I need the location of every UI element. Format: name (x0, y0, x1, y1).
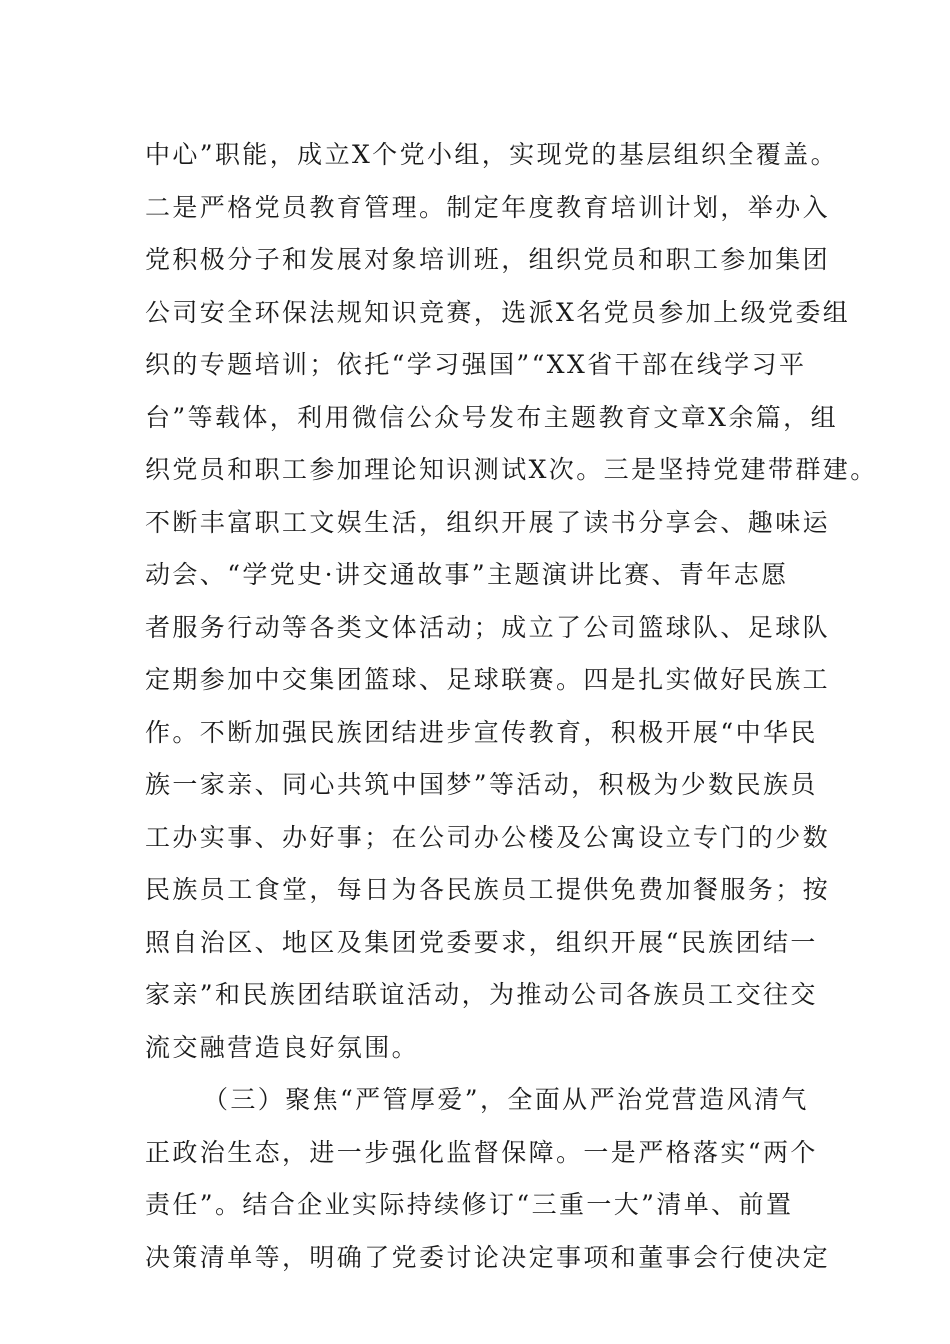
text-line: 决策清单等，明确了党委讨论决定事项和董事会行使决定 (145, 1242, 831, 1272)
section-heading-line: （三）聚焦“严管厚爱”，全面从严治党营造风清气 (203, 1085, 809, 1114)
text-line: 责任”。结合企业实际持续修订“三重一大”清单、前置 (145, 1190, 794, 1219)
text-line: 流交融营造良好氛围。 (145, 1032, 420, 1062)
text-line: 织党员和职工参加理论知识测试X次。三是坚持党建带群建。 (145, 455, 878, 484)
text-line: 台”等载体，利用微信公众号发布主题教育文章X余篇，组 (145, 402, 838, 432)
text-line: 党积极分子和发展对象培训班，组织党员和职工参加集团 (145, 245, 831, 274)
text-line: 工办实事、办好事；在公司办公楼及公寓设立专门的少数 (145, 822, 831, 852)
text-line: 定期参加中交集团篮球、足球联赛。四是扎实做好民族工 (145, 665, 831, 694)
text-line: 动会、“学党史·讲交通故事”主题演讲比赛、青年志愿 (145, 560, 789, 589)
text-line: 公司安全环保法规知识竞赛，选派X名党员参加上级党委组 (145, 297, 851, 327)
text-line: 正政治生态，进一步强化监督保障。一是严格落实“两个 (145, 1137, 818, 1167)
text-line: 照自治区、地区及集团党委要求，组织开展“民族团结一 (145, 927, 818, 957)
text-line: 作。不断加强民族团结进步宣传教育，积极开展“中华民 (145, 717, 818, 747)
text-line: 织的专题培训；依托“学习强国”“XX省干部在线学习平 (145, 350, 807, 379)
text-line: 中心”职能，成立X个党小组，实现党的基层组织全覆盖。 (145, 140, 838, 169)
text-line: 族一家亲、同心共筑中国梦”等活动，积极为少数民族员 (145, 770, 818, 799)
text-line: 不断丰富职工文娱生活，组织开展了读书分享会、趣味运 (145, 507, 831, 537)
text-line: 家亲”和民族团结联谊活动，为推动公司各族员工交往交 (145, 980, 818, 1009)
text-line: 民族员工食堂，每日为各民族员工提供免费加餐服务；按 (145, 875, 831, 904)
body-text (145, 129, 878, 1284)
text-line: 者服务行动等各类文体活动；成立了公司篮球队、足球队 (145, 612, 831, 642)
text-line: 二是严格党员教育管理。制定年度教育培训计划，举办入 (145, 192, 831, 222)
